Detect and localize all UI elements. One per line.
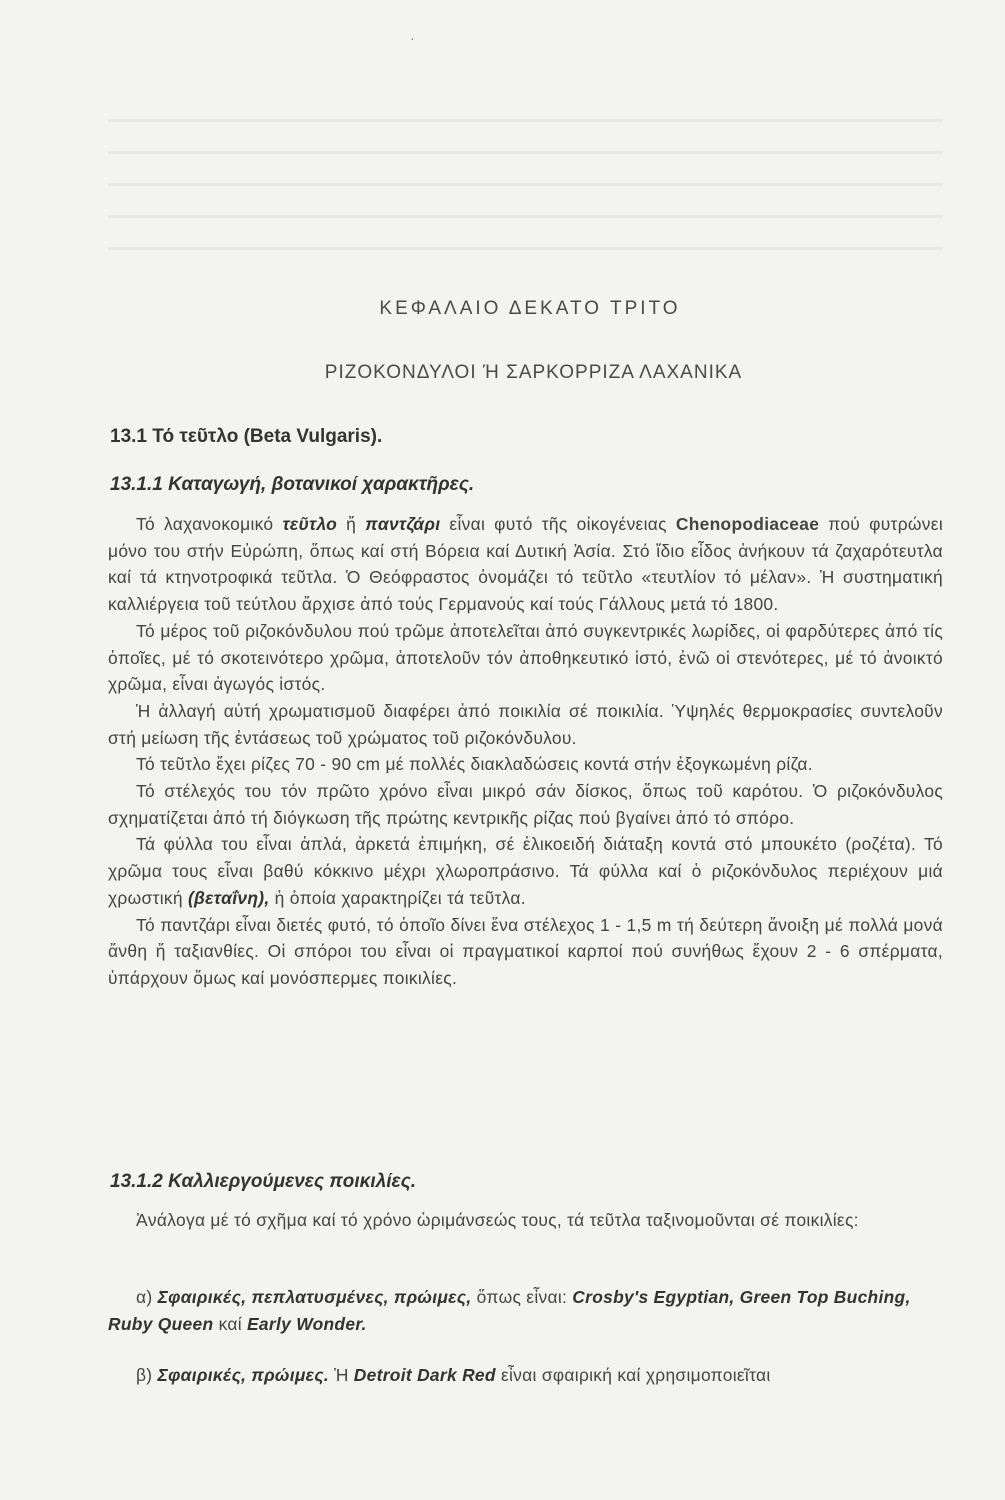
subsection-title-origin: 13.1.1 Καταγωγή, βοτανικοί χαρακτῆρες. xyxy=(110,474,475,495)
body-text-origin xyxy=(108,511,943,992)
body-text-varieties xyxy=(108,1207,943,1234)
paragraph: Τό μέρος τοῦ ριζοκόνδυλου πού τρῶμε ἀποτελεῖται ἀπό συγκεντρικές λωρίδες, οἱ φαρδύτερες ἀπό τίς ὁποῖες, μέ τό σκοτεινότερο χρῶμα, ἀποτελοῦν τόν ἀποθηκευτικό ἱστό, ἐνῶ οἱ στενότερες, μέ τό ἀνοικτό χρῶμα, εἶναι ἀγωγός ἱστός. xyxy=(108,620,943,695)
paragraph: Ἀνάλογα μέ τό σχῆμα καί τό χρόνο ὡριμάνσεώς τους, τά τεῦτλα ταξινομοῦνται σέ ποικιλίες: xyxy=(136,1210,859,1230)
paragraph: Τό λαχανοκομικό τεῦτλο ἤ παντζάρι εἶναι φυτό τῆς οἰκογένειας Chenopodiaceae πού φυτρώνει μόνο του στήν Εὐρώπη, ὅπως καί στή Βόρεια καί Δυτική Ἀσία. Στό ἴδιο εἶδος ἀνήκουν τά ζαχαρότευτλα καί τά κτηνοτροφικά τεῦτλα. Ὁ Θεόφραστος ὀνομάζει τό τεῦτλο «τευτλίον τό μέλαν». Ἡ συστηματική καλλιέργεια τοῦ τεύτλου ἄρχισε ἀπό τούς Γερμανούς καί τούς Γάλλους μετά τό 1800. xyxy=(108,514,943,615)
show-through-text xyxy=(108,105,943,265)
paragraph: Τό παντζάρι εἶναι διετές φυτό, τό ὁποῖο δίνει ἕνα στέλεχος 1 - 1,5 m τή δεύτερη ἄνοιξη μέ πολλά μονά ἄνθη ἤ ταξιανθίες. Οἱ σπόροι του εἶναι οἱ πραγματικοί καρποί πού συνήθως ἔχουν 2 - 6 σπέρματα, ὑπάρχουν ὅμως καί μονόσπερμες ποικιλίες. xyxy=(108,914,943,988)
chapter-title: ΚΕΦΑΛΑΙΟ ΔΕΚΑΤΟ ΤΡΙΤΟ xyxy=(379,298,681,319)
chapter-subtitle: ΡΙΖΟΚΟΝΔΥΛΟΙ Ή ΣΑΡΚΟΡΡΙΖΑ ΛΑΧΑΝΙΚΑ xyxy=(324,362,743,383)
list-item: α) Σφαιρικές, πεπλατυσμένες, πρώιμες, ὅπως εἶναι: Crosby's Egyptian, Green Top Buching, Ruby Queen καί Early Wonder. xyxy=(108,1287,911,1334)
paragraph: Τά φύλλα του εἶναι ἁπλά, ἀρκετά ἐπιμήκη, σέ ἑλικοειδή διάταξη κοντά στό μπουκέτο (ροζέτα). Τό χρῶμα τους εἶναι βαθύ κόκκινο μέχρι χλωροπράσινο. Τά φύλλα καί ὁ ριζοκόνδυλος περιέχουν μιά χρωστική (βεταΐνη), ἡ ὁποία χαρακτηρίζει τά τεῦτλα. xyxy=(108,834,943,908)
list-item: β) Σφαιρικές, πρώιμες. Ἡ Detroit Dark Red εἶναι σφαιρική καί χρησιμοποιεῖται xyxy=(136,1365,771,1385)
paragraph: Ἡ ἀλλαγή αὐτή χρωματισμοῦ διαφέρει ἀπό ποικιλία σέ ποικιλία. Ὑψηλές θερμοκρασίες συντελοῦν στή μείωση τῆς ἐντάσεως τοῦ χρώματος τοῦ ριζοκόνδυλου. xyxy=(108,700,943,748)
paragraph: Τό τεῦτλο ἔχει ρίζες 70 - 90 cm μέ πολλές διακλαδώσεις κοντά στήν ἐξογκωμένη ρίζα. xyxy=(136,754,813,775)
paragraph: Τό στέλεχός του τόν πρῶτο χρόνο εἶναι μικρό σάν δίσκος, ὅπως τοῦ καρότου. Ὁ ριζοκόνδυλος σχηματίζεται ἀπό τή διόγκωση τῆς πρώτης κεντρικῆς ρίζας πού βγαίνει ἀπό τό σπόρο. xyxy=(108,781,943,828)
subsection-title-varieties: 13.1.2 Καλλιεργούμενες ποικιλίες. xyxy=(110,1171,417,1192)
section-title: 13.1 Τό τεῦτλο (Beta Vulgaris). xyxy=(110,426,383,447)
speck-mark: · xyxy=(410,30,415,46)
